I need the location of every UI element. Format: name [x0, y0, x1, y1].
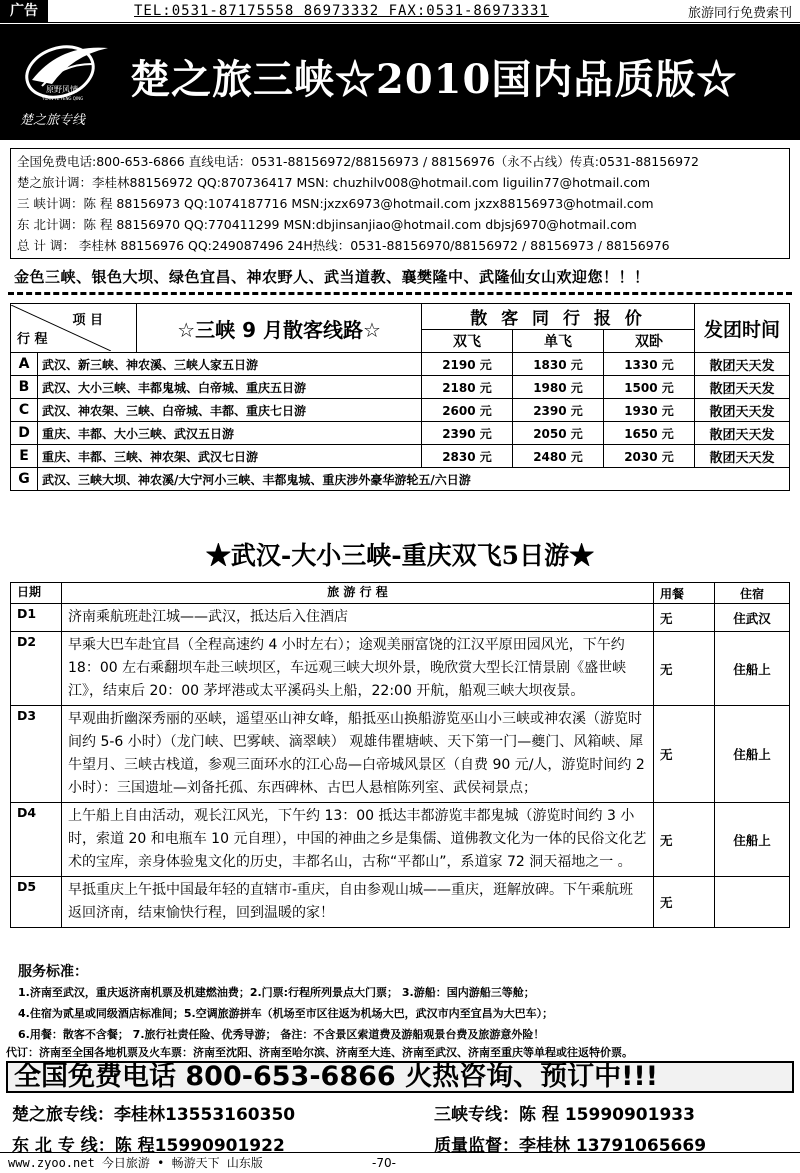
day-meal: 无 — [654, 706, 715, 803]
route-name: 武汉、新三峡、神农溪、三峡人家五日游 — [38, 353, 422, 376]
page-title: 楚之旅三峡☆2010国内品质版☆ — [130, 56, 738, 103]
col-double-sleeper: 双卧 — [604, 330, 695, 353]
price-double-flight: 2600 元 — [422, 399, 513, 422]
table-row — [11, 468, 790, 491]
day-description: 早乘大巴车赴宜昌（全程高速约 4 小时左右）；途观美丽富饶的江汉平原田园风光，下午约 18：00 左右乘翻坝车赴三峡坝区，车远观三峡大坝外景，晚欣赏大型长江情景剧《盛世峡江》，结束后 20：00 茅坪港或太平溪码头上船，22:00 开航，船观三峡大坝夜景。 — [62, 632, 654, 706]
title-banner — [0, 24, 800, 140]
item-route-header: 项 目 行 程 — [11, 304, 137, 353]
price-double-flight: 2830 元 — [422, 445, 513, 468]
price-double-flight: 2180 元 — [422, 376, 513, 399]
service-standards — [18, 962, 788, 1045]
table-row — [11, 604, 790, 632]
header-hotel: 住宿 — [715, 583, 790, 604]
day-hotel: 住船上 — [715, 706, 790, 803]
table-row — [11, 803, 790, 877]
ad-tag: 广告 — [0, 0, 48, 22]
page-footer — [0, 1152, 800, 1173]
route-name: 武汉、三峡大坝、神农溪/大宁河小三峡、丰都鬼城、重庆涉外豪华游轮五/六日游 — [38, 468, 790, 491]
contact-line: 总 计 调： 李桂林 88156976 QQ:249087496 24H热线：0531-88156970/88156972 / 88156973 / 88156976 — [17, 238, 670, 253]
table-row — [11, 877, 790, 928]
route-id: G — [11, 468, 38, 491]
price-single-flight: 2050 元 — [513, 422, 604, 445]
day-hotel — [715, 877, 790, 928]
price-double-sleeper: 2030 元 — [604, 445, 695, 468]
table-row — [11, 706, 790, 803]
day-description: 早观曲折幽深秀丽的巫峡，遥望巫山神女峰，船抵巫山换船游览巫山小三峡或神农溪（游览时间约 5-6 小时）（龙门峡、巴雾峡、滴翠峡） 观雄伟瞿塘峡、天下第一门—夔门、风箱峡、犀牛望月、三峡古栈道，参观三面环水的江心岛—白帝城风景区（自费 90 元/人，游览时间约 2 小时）：三国遗址—刘备托孤、东西碑林、古巴人悬棺陈列室、武侯祠景点； — [62, 706, 654, 803]
service-title: 服务标准： — [18, 964, 88, 980]
service-line: 6.用餐：散客不含餐； 7.旅行社责任险、优秀导游； 备注：不含景区索道费及游船观景台费及旅游意外险！ — [18, 1028, 545, 1041]
price-single-flight: 2480 元 — [513, 445, 604, 468]
svg-text:YUAN YE FENG QING: YUAN YE FENG QING — [42, 96, 84, 101]
departure: 散团天天发 — [695, 399, 790, 422]
route-id: D — [11, 422, 38, 445]
ticket-agency-note: 代订：济南至全国各地机票及火车票：济南至沈阳、济南至哈尔滨、济南至大连、济南至武汉、济南至重庆等单程或往返特价票。 — [6, 1046, 633, 1059]
price-double-flight: 2190 元 — [422, 353, 513, 376]
day-description: 上午船上自由活动，观长江风光，下午约 13：00 抵达丰都游览丰都鬼城（游览时间约 3 小时，索道 20 和电瓶车 10 元自理），中国的神曲之乡是集儒、道佛教文化为一体的民俗文化艺术的宝库，亲身体验鬼文化的历史，丰都名山，古称“平都山”，系道家 72 洞天福地之一 。 — [62, 803, 654, 877]
day-hotel: 住船上 — [715, 803, 790, 877]
day-meal: 无 — [654, 877, 715, 928]
footer-site: www.zyoo.net 今日旅游 • 畅游天下 山东版 — [8, 1156, 263, 1170]
departure: 散团天天发 — [695, 353, 790, 376]
special-line-right: 质量监督：李桂林 13791065669 — [434, 1136, 707, 1156]
brand-logo — [12, 34, 122, 134]
contact-line: 东 北计调：陈 程 88156970 QQ:770411299 MSN:dbjinsanjiao@hotmail.com dbjsj6970@hotmail.com — [17, 217, 637, 232]
route-name: 武汉、大小三峡、丰都鬼城、白帝城、重庆五日游 — [38, 376, 422, 399]
day-meal: 无 — [654, 604, 715, 632]
contact-line: 楚之旅计调：李桂林88156972 QQ:870736417 MSN: chuzhilv008@hotmail.com liguilin77@hotmail.com — [17, 175, 651, 190]
day-label: D4 — [11, 803, 62, 877]
table-row — [11, 632, 790, 706]
slogan: 金色三峡、银色大坝、绿色宜昌、神农野人、武当道教、襄樊隆中、武隆仙女山欢迎您！！！ — [14, 268, 650, 286]
departure: 散团天天发 — [695, 445, 790, 468]
service-line: 4.住宿为贰星或同级酒店标准间；5.空调旅游拼车（机场至市区往返为机场大巴，武汉市内至宜昌为大巴车）； — [18, 1007, 554, 1020]
day-label: D1 — [11, 604, 62, 632]
table-row — [11, 445, 790, 468]
day-label: D3 — [11, 706, 62, 803]
table-row — [11, 422, 790, 445]
table-row — [11, 353, 790, 376]
contact-phone-line: TEL:0531-87175558 86973332 FAX:0531-86973331 — [134, 3, 549, 19]
day-description: 早抵重庆上午抵中国最年轻的直辖市-重庆，自由参观山城——重庆，逛解放碑。下午乘航班返回济南，结束愉快行程，回到温暖的家！ — [62, 877, 654, 928]
special-line-row — [12, 1100, 792, 1131]
svg-text:楚之旅专线: 楚之旅专线 — [20, 113, 86, 128]
day-meal: 无 — [654, 632, 715, 706]
departure: 散团天天发 — [695, 422, 790, 445]
price-double-sleeper: 1650 元 — [604, 422, 695, 445]
day-hotel: 住船上 — [715, 632, 790, 706]
price-title: 散 客 同 行 报 价 — [422, 304, 695, 330]
day-label: D5 — [11, 877, 62, 928]
special-line-left: 楚之旅专线：李桂林13553160350 — [12, 1105, 296, 1125]
route-id: A — [11, 353, 38, 376]
contact-line: 全国免费电话:800-653-6866 直线电话：0531-88156972/88156973 / 88156976（永不占线）传真:0531-88156972 — [17, 154, 699, 169]
contact-box — [10, 148, 790, 259]
hotline-banner: 全国免费电话 800-653-6866 火热咨询、预订中!!! — [6, 1061, 794, 1093]
special-line-right: 三峡专线：陈 程 15990901933 — [434, 1105, 695, 1125]
route-id: B — [11, 376, 38, 399]
price-single-flight: 1830 元 — [513, 353, 604, 376]
price-single-flight: 2390 元 — [513, 399, 604, 422]
route-id: C — [11, 399, 38, 422]
route-id: E — [11, 445, 38, 468]
day-description: 济南乘航班赴江城——武汉，抵达后入住酒店 — [62, 604, 654, 632]
route-price-table — [10, 303, 790, 491]
route-name: 武汉、神农架、三峡、白帝城、丰都、重庆七日游 — [38, 399, 422, 422]
col-single-flight: 单飞 — [513, 330, 604, 353]
free-catalog-tag: 旅游同行免费索刊 — [687, 6, 792, 21]
tour-title: ★武汉-大小三峡-重庆双飞5日游★ — [205, 541, 595, 570]
itinerary-table — [10, 582, 790, 928]
table-row — [11, 376, 790, 399]
header-route: 旅 游 行 程 — [62, 583, 654, 604]
price-single-flight: 1980 元 — [513, 376, 604, 399]
day-hotel: 住武汉 — [715, 604, 790, 632]
departure: 散团天天发 — [695, 376, 790, 399]
price-double-sleeper: 1930 元 — [604, 399, 695, 422]
header-meal: 用餐 — [654, 583, 715, 604]
route-section-title: ☆三峡 9 月散客线路☆ — [137, 304, 422, 353]
divider — [8, 292, 792, 295]
svg-text:原野风情: 原野风情 — [46, 85, 78, 94]
contact-line: 三 峡计调：陈 程 88156973 QQ:1074187716 MSN:jxzx6973@hotmail.com jxzx88156973@hotmail.com — [17, 196, 654, 211]
price-double-sleeper: 1330 元 — [604, 353, 695, 376]
departure-title: 发团时间 — [695, 304, 790, 353]
col-double-flight: 双飞 — [422, 330, 513, 353]
special-line-left: 东 北 专 线：陈 程15990901922 — [12, 1136, 285, 1156]
day-label: D2 — [11, 632, 62, 706]
day-meal: 无 — [654, 803, 715, 877]
table-row — [11, 399, 790, 422]
route-name: 重庆、丰都、三峡、神农架、武汉七日游 — [38, 445, 422, 468]
page-number: -70- — [372, 1156, 396, 1170]
route-name: 重庆、丰都、大小三峡、武汉五日游 — [38, 422, 422, 445]
price-double-flight: 2390 元 — [422, 422, 513, 445]
logo-icon — [12, 34, 122, 134]
price-double-sleeper: 1500 元 — [604, 376, 695, 399]
service-line: 1.济南至武汉，重庆返济南机票及机建燃油费；2.门票:行程所列景点大门票； 3.游船：国内游船三等舱； — [18, 986, 535, 999]
header-day: 日期 — [11, 583, 62, 604]
top-bar — [0, 0, 800, 23]
